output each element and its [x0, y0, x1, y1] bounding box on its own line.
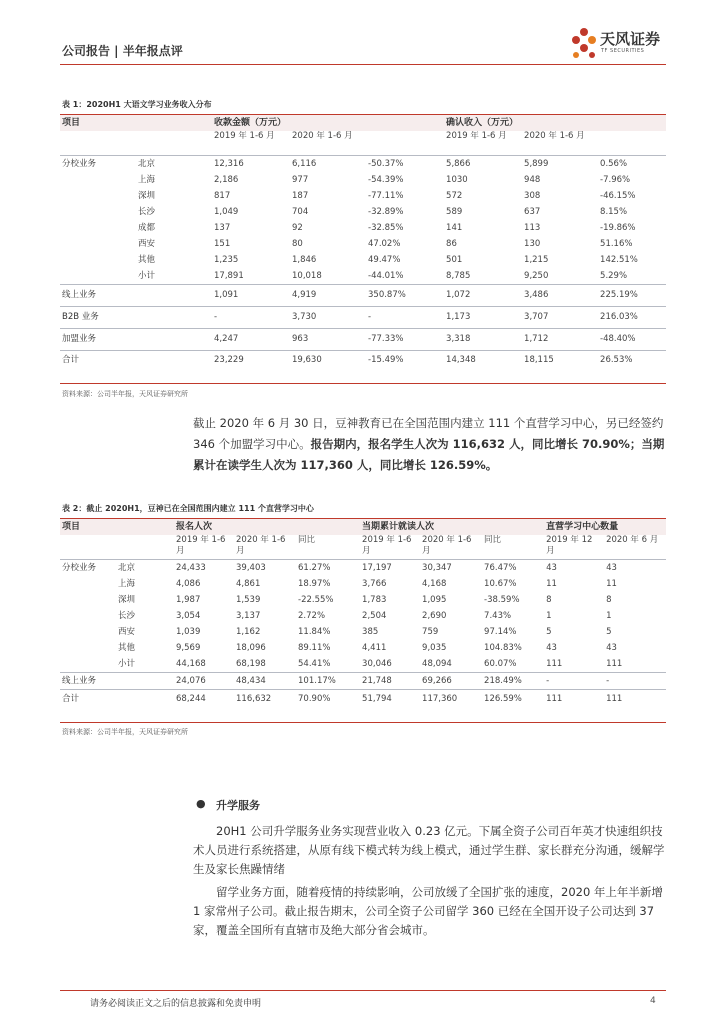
- cell: 18,115: [522, 351, 598, 371]
- cell: -22.55%: [298, 594, 334, 605]
- revenue-header: 确认收入（万元）: [444, 115, 666, 131]
- cell: 5,866: [444, 156, 522, 173]
- cell: 11.84%: [298, 626, 331, 637]
- table-row: [60, 188, 666, 204]
- cell: -32.89%: [368, 206, 404, 217]
- cell: 216.03%: [598, 307, 666, 329]
- cell: 76.47%: [482, 560, 544, 577]
- cell: 8.15%: [600, 206, 628, 217]
- cell: 187: [292, 190, 309, 201]
- cell: 18.97%: [298, 578, 331, 589]
- cell: 61.27%: [296, 560, 360, 577]
- cell: 43: [606, 642, 617, 653]
- table-row: [60, 624, 666, 640]
- cell: 977: [292, 174, 309, 185]
- cell: 1,095: [422, 594, 447, 605]
- city-label: 其他: [138, 254, 156, 265]
- table-row: [60, 576, 666, 592]
- cell: 17,197: [360, 560, 420, 577]
- cell: -32.85%: [368, 222, 404, 233]
- cell: 2,186: [214, 174, 239, 185]
- enroll-header: 报名人次: [174, 519, 360, 535]
- table-row: [60, 592, 666, 608]
- report-type: 公司报告 | 半年报点评: [62, 44, 183, 58]
- cell: 4,086: [176, 578, 201, 589]
- cell: 126.59%: [482, 690, 544, 709]
- cell: -77.11%: [368, 190, 404, 201]
- subheader-cell: 2020 年 1-6 月: [422, 535, 472, 556]
- table-row: [60, 252, 666, 268]
- cell: 18,096: [236, 642, 266, 653]
- row-label: 合计: [60, 351, 212, 371]
- cell: 47.02%: [368, 238, 401, 249]
- table2: [60, 519, 666, 709]
- cell: 2.72%: [298, 610, 326, 621]
- logo-name: 天风证券: [600, 30, 661, 48]
- table-row: [60, 285, 666, 307]
- city-label: 深圳: [118, 594, 136, 605]
- footer-divider: [60, 990, 666, 991]
- cell: -46.15%: [600, 190, 636, 201]
- city-label: 小计: [138, 270, 156, 281]
- subheader-cell: 2019 年 1-6 月: [362, 535, 412, 556]
- table-row: [60, 690, 666, 709]
- table-row: [60, 673, 666, 690]
- cell: 1,987: [176, 594, 201, 605]
- cell: -7.96%: [600, 174, 631, 185]
- table2-header-row: [60, 519, 666, 535]
- cell: 1,215: [524, 254, 549, 265]
- table2-source: 资料来源：公司半年报，天风证券研究所: [62, 728, 188, 736]
- cell: 30,046: [362, 658, 392, 669]
- cell: 5: [606, 626, 612, 637]
- cell: 1,162: [236, 626, 261, 637]
- cell: 39,403: [234, 560, 296, 577]
- subheader-cell: 同比: [484, 535, 502, 545]
- cell: 1,039: [176, 626, 201, 637]
- cell: -54.39%: [368, 174, 404, 185]
- cell: 11: [606, 578, 617, 589]
- cell: 9,035: [422, 642, 447, 653]
- center-header: 直营学习中心数量: [544, 519, 666, 535]
- city-label: 西安: [138, 238, 156, 249]
- cell: 51,794: [360, 690, 420, 709]
- table-row: [60, 307, 666, 329]
- cell: 817: [214, 190, 231, 201]
- cell: 44,168: [176, 658, 206, 669]
- subheader-cell: 2020 年 6 月: [606, 535, 659, 545]
- table-row: [60, 220, 666, 236]
- cell: 69,266: [420, 673, 482, 690]
- tf-logo-icon: [570, 26, 598, 60]
- table-row: [60, 268, 666, 285]
- city-label: 深圳: [138, 190, 156, 201]
- cell: 3,318: [444, 329, 522, 351]
- cell: 21,748: [360, 673, 420, 690]
- cell: 137: [214, 222, 231, 233]
- cell: 637: [524, 206, 541, 217]
- cell: 1,783: [362, 594, 387, 605]
- table1-header-row: [60, 115, 666, 131]
- table1-source: 资料来源：公司半年报，天风证券研究所: [62, 390, 188, 398]
- cell: 17,891: [214, 270, 244, 281]
- study-header: 当期累计就读人次: [360, 519, 544, 535]
- cell: -19.86%: [600, 222, 636, 233]
- cell: 9,250: [524, 270, 549, 281]
- cell: 141: [446, 222, 463, 233]
- cell: 7.43%: [484, 610, 512, 621]
- row-label: 线上业务: [60, 285, 212, 307]
- cell: 1030: [446, 174, 468, 185]
- cell: 1,173: [444, 307, 522, 329]
- cell: 9,569: [176, 642, 201, 653]
- table-row: [60, 156, 666, 173]
- table-row: [60, 608, 666, 624]
- row-label: B2B 业务: [60, 307, 212, 329]
- cell: -15.49%: [366, 351, 444, 371]
- table1-title: 表 1：2020H1 大语文学习业务收入分布: [62, 100, 212, 109]
- section-paragraph-1: 20H1 公司升学服务业务实现营业收入 0.23 亿元。下属全资子公司百年英才快速组织技术人员进行系统搭建，从原有线下模式转为线上模式，通过学生群、家长群充分沟通，缓解学生及家长焦躁情绪: [193, 824, 665, 876]
- subheader-cell: 2019 年 1-6 月: [214, 131, 275, 141]
- cell: 12,316: [212, 156, 290, 173]
- cell: 948: [524, 174, 541, 185]
- cell: 501: [446, 254, 463, 265]
- table2-subheader-row: [60, 535, 666, 560]
- cell: 308: [524, 190, 541, 201]
- cell: 142.51%: [600, 254, 638, 265]
- cell: 8,785: [446, 270, 471, 281]
- cell: 4,861: [236, 578, 261, 589]
- cell: 1,091: [212, 285, 290, 307]
- cell: 97.14%: [484, 626, 517, 637]
- cell: 111: [546, 658, 563, 669]
- cell: -: [366, 307, 444, 329]
- cell: 24,433: [174, 560, 234, 577]
- row-label: 线上业务: [60, 673, 174, 690]
- cell: 117,360: [420, 690, 482, 709]
- cell: 68,244: [174, 690, 234, 709]
- group-label: 分校业务: [60, 156, 136, 173]
- cell: 2,504: [362, 610, 387, 621]
- cell: 704: [292, 206, 309, 217]
- cell: 10.67%: [484, 578, 517, 589]
- cell: 225.19%: [598, 285, 666, 307]
- cell: 350.87%: [366, 285, 444, 307]
- receipts-header: 收款金额（万元）: [212, 115, 444, 131]
- city-label: 小计: [118, 658, 136, 669]
- row-label: 合计: [60, 690, 174, 709]
- page-number: 4: [650, 996, 656, 1006]
- cell: 111: [604, 690, 666, 709]
- cell: 4,919: [290, 285, 366, 307]
- cell: 111: [606, 658, 623, 669]
- cell: 572: [446, 190, 463, 201]
- cell: 51.16%: [600, 238, 633, 249]
- cell: 3,137: [236, 610, 261, 621]
- cell: 70.90%: [296, 690, 360, 709]
- cell: 0.56%: [598, 156, 666, 173]
- cell: -38.59%: [484, 594, 520, 605]
- subheader-cell: 同比: [298, 535, 316, 545]
- table-row: [60, 560, 666, 577]
- cell: 130: [524, 238, 541, 249]
- cell: 23,229: [212, 351, 290, 371]
- cell: 43: [544, 560, 604, 577]
- cell: 1,235: [214, 254, 239, 265]
- cell: 10,018: [292, 270, 322, 281]
- cell: 385: [362, 626, 379, 637]
- paragraph-text: 截止 2020 年 6 月 30 日，豆神教育已在全国范围内建立 111 个直营学习中心，另已经签约 346 个加盟学习中心。: [193, 416, 664, 451]
- cell: 5.29%: [600, 270, 628, 281]
- cell: 89.11%: [298, 642, 331, 653]
- table-row: [60, 351, 666, 371]
- city-label: 西安: [118, 626, 136, 637]
- city-label: 长沙: [118, 610, 136, 621]
- cell: 43: [604, 560, 666, 577]
- cell: 3,054: [176, 610, 201, 621]
- cell: 963: [290, 329, 366, 351]
- subheader-cell: 2019 年 1-6 月: [176, 535, 226, 556]
- cell: 48,094: [422, 658, 452, 669]
- cell: -48.40%: [598, 329, 666, 351]
- cell: 3,486: [522, 285, 598, 307]
- bullet-icon: ●: [196, 797, 206, 810]
- table1-subheader-row: [60, 131, 666, 156]
- tf-logo: [570, 24, 680, 64]
- cell: 92: [292, 222, 303, 233]
- cell: 4,411: [362, 642, 387, 653]
- cell: 3,707: [522, 307, 598, 329]
- cell: 80: [292, 238, 303, 249]
- cell: 1,539: [236, 594, 261, 605]
- cell: 48,434: [234, 673, 296, 690]
- disclaimer: 请务必阅读正文之后的信息披露和免责申明: [90, 999, 262, 1009]
- cell: 1,072: [444, 285, 522, 307]
- city-label: 成都: [138, 222, 156, 233]
- cell: 24,076: [174, 673, 234, 690]
- cell: 1,846: [292, 254, 317, 265]
- cell: 111: [544, 690, 604, 709]
- subheader-cell: 2020 年 1-6 月: [524, 131, 585, 141]
- section-paragraph-2: 留学业务方面，随着疫情的持续影响，公司放缓了全国扩张的速度，2020 年上年半新增 1 家常州子公司。截止报告期末，公司全资子公司留学 360 已经在全国开设子公司达到 37 家，覆盖全国所有直辖市及绝大部分省会城市。: [193, 885, 663, 937]
- row-label: 加盟业务: [60, 329, 212, 351]
- cell: 1: [546, 610, 552, 621]
- cell: 759: [422, 626, 439, 637]
- cell: 4,247: [212, 329, 290, 351]
- cell: -: [604, 673, 666, 690]
- cell: -50.37%: [366, 156, 444, 173]
- cell: 14,348: [444, 351, 522, 371]
- cell: 4,168: [422, 578, 447, 589]
- table2-bottom-rule: [60, 722, 666, 723]
- centers-paragraph: [193, 413, 668, 476]
- city-label: 上海: [118, 578, 136, 589]
- cell: 3,730: [290, 307, 366, 329]
- cell: 8: [606, 594, 612, 605]
- cell: 30,347: [420, 560, 482, 577]
- cell: -: [212, 307, 290, 329]
- subheader-cell: 2019 年 1-6 月: [446, 131, 507, 141]
- cell: 101.17%: [296, 673, 360, 690]
- cell: 589: [446, 206, 463, 217]
- table1-bottom-rule: [60, 383, 666, 384]
- paragraph-highlight: 报告期内，报名学生人次为 116,632 人，同比增长 70.90%；当期累计在读学生人次为 117,360 人，同比增长 126.59%。: [193, 437, 665, 472]
- cell: 54.41%: [298, 658, 331, 669]
- table-row: [60, 172, 666, 188]
- table-row: [60, 656, 666, 673]
- table-row: [60, 236, 666, 252]
- table-row: [60, 329, 666, 351]
- cell: 26.53%: [598, 351, 666, 371]
- cell: 5,899: [522, 156, 598, 173]
- cell: -77.33%: [366, 329, 444, 351]
- city-label: 北京: [116, 560, 174, 577]
- cell: 1,712: [522, 329, 598, 351]
- cell: 6,116: [290, 156, 366, 173]
- cell: 43: [546, 642, 557, 653]
- cell: 3,766: [362, 578, 387, 589]
- cell: 68,198: [236, 658, 266, 669]
- city-label: 其他: [118, 642, 136, 653]
- cell: 2,690: [422, 610, 447, 621]
- table-row: [60, 204, 666, 220]
- table2-title: 表 2：截止 2020H1，豆神已在全国范围内建立 111 个直营学习中心: [62, 504, 314, 513]
- header-divider: [60, 64, 666, 65]
- cell: 1: [606, 610, 612, 621]
- cell: 113: [524, 222, 541, 233]
- cell: 19,630: [290, 351, 366, 371]
- cell: 1,049: [214, 206, 239, 217]
- cell: 218.49%: [482, 673, 544, 690]
- cell: 49.47%: [368, 254, 401, 265]
- cell: 8: [546, 594, 552, 605]
- city-label: 上海: [138, 174, 156, 185]
- cell: -: [544, 673, 604, 690]
- cell: 86: [446, 238, 457, 249]
- subheader-cell: 2020 年 1-6 月: [292, 131, 353, 141]
- table-row: [60, 640, 666, 656]
- table1-item-header: 项目: [60, 115, 136, 131]
- table1: [60, 115, 666, 371]
- subheader-cell: 2020 年 1-6 月: [236, 535, 286, 556]
- city-label: 长沙: [138, 206, 156, 217]
- cell: 116,632: [234, 690, 296, 709]
- table2-item-header: 项目: [60, 519, 174, 535]
- cell: 104.83%: [484, 642, 522, 653]
- cell: 5: [546, 626, 552, 637]
- logo-subtitle: TF SECURITIES: [601, 48, 645, 54]
- subheader-cell: 2019 年 12 月: [546, 535, 593, 556]
- city-label: 北京: [136, 156, 212, 173]
- cell: 151: [214, 238, 231, 249]
- section-title: 升学服务: [216, 799, 260, 812]
- group-label: 分校业务: [60, 560, 116, 577]
- cell: -44.01%: [368, 270, 404, 281]
- cell: 60.07%: [484, 658, 517, 669]
- cell: 11: [546, 578, 557, 589]
